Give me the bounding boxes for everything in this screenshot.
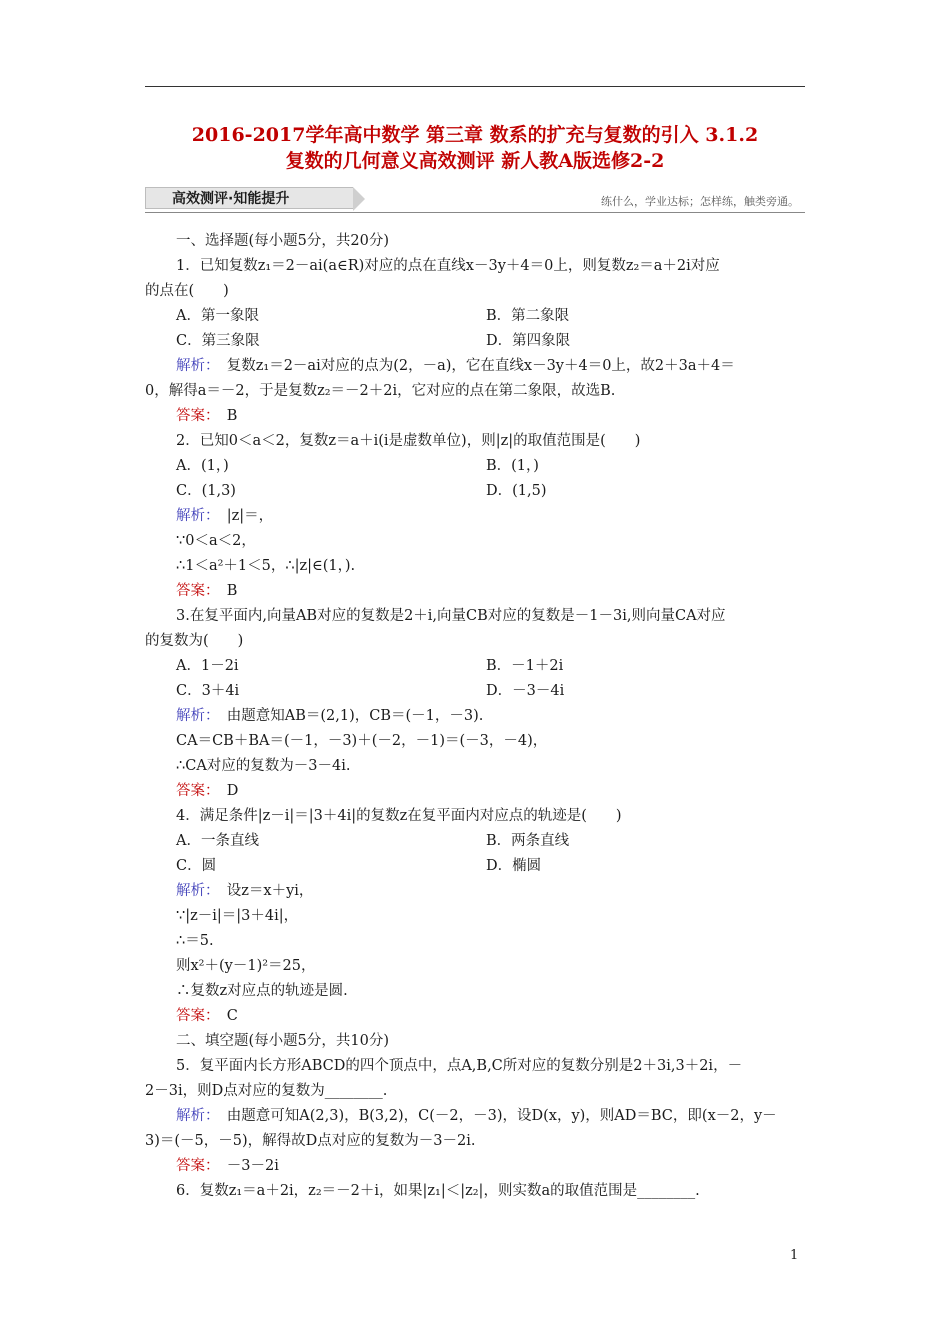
banner-rule (145, 212, 805, 213)
q3-option-a: A．1－2i (176, 658, 239, 674)
analysis-label: 解析： (176, 508, 213, 524)
q4-option-a: A．一条直线 (176, 833, 259, 849)
q2-stem: 2．已知0＜a＜2，复数z＝a＋i(i是虚数单位)，则|z|的取值范围是( ) (176, 433, 641, 449)
analysis-label: 解析： (176, 1108, 213, 1124)
q1-option-d: D．第四象限 (486, 333, 571, 349)
analysis-label: 解析： (176, 358, 213, 374)
page-number: 1 (790, 1248, 799, 1263)
q4-analysis-2: ∵|z－i|＝|3＋4i|， (176, 908, 299, 924)
q3-answer (176, 781, 846, 801)
q5-analysis-1: 由题意可知A(2,3)，B(3,2)，C(－2，－3)，设D(x，y)，则AD＝BC，即(x－2，y－ (226, 1108, 777, 1124)
title-line-1: 2016-2017学年高中数学 第三章 数系的扩充与复数的引入 3.1.2 (191, 124, 759, 146)
q2-answer-value: B (226, 583, 238, 599)
q4-stem: 4．满足条件|z－i|＝|3＋4i|的复数z在复平面内对应点的轨迹是( ) (176, 808, 622, 824)
q5-stem-1: 5．复平面内长方形ABCD的四个顶点中，点A,B,C所对应的复数分别是2＋3i,3＋2i，－ (176, 1058, 743, 1074)
banner-arrow-icon (353, 187, 365, 211)
answer-label: 答案： (176, 1158, 213, 1174)
answer-label: 答案： (176, 408, 213, 424)
q4-option-d: D．椭圆 (486, 858, 542, 874)
q2-option-a: A．(1，) (176, 458, 229, 474)
document-title (140, 122, 810, 174)
q2-analysis-3: ∴1＜a²＋1＜5，∴|z|∈(1，). (176, 558, 356, 574)
q4-option-b: B．两条直线 (486, 833, 570, 849)
section-heading: 一、选择题(每小题5分，共20分) (176, 233, 389, 249)
banner-motto: 练什么，学业达标；怎样练，触类旁通。 (601, 195, 799, 208)
q4-analysis-3: ∴＝5. (176, 933, 214, 949)
analysis-label: 解析： (176, 883, 213, 899)
q3-analysis-3: ∴CA对应的复数为－3－4i. (176, 758, 351, 774)
q3-option-c: C．3＋4i (176, 683, 240, 699)
answer-label: 答案： (176, 1008, 213, 1024)
q2-analysis-1: |z|＝， (226, 508, 274, 524)
q1-analysis-2: 0，解得a＝－2，于是复数z₂＝－2＋2i，它对应的点在第二象限，故选B. (145, 383, 616, 399)
q2-option-c: C．(1,3) (176, 483, 236, 499)
section-banner (145, 184, 805, 214)
q5-analysis (176, 1106, 846, 1126)
q4-analysis-5: ∴复数z对应点的轨迹是圆. (176, 983, 348, 999)
q3-option-b: B．－1＋2i (486, 658, 564, 674)
q3-stem-2: 的复数为( ) (145, 633, 244, 649)
q1-stem-1: 1．已知复数z₁＝2－ai(a∈R)对应的点在直线x－3y＋4＝0上，则复数z₂＝a＋2i对应 (176, 258, 720, 274)
q4-answer (176, 1006, 846, 1026)
q1-analysis (176, 356, 846, 376)
q2-option-b: B．(1，) (486, 458, 539, 474)
q1-option-c: C．第三象限 (176, 333, 260, 349)
q1-option-b: B．第二象限 (486, 308, 570, 324)
banner-label: 高效测评·知能提升 (145, 187, 353, 209)
q4-analysis (176, 881, 846, 901)
q4-analysis-1: 设z＝x＋yi， (226, 883, 314, 899)
q3-analysis-1: 由题意知AB＝(2,1)，CB＝(－1，－3). (226, 708, 484, 724)
q1-option-a: A．第一象限 (176, 308, 259, 324)
q5-answer-value: －3－2i (226, 1158, 279, 1174)
q5-analysis-2: 3)＝(－5，－5)，解得故D点对应的复数为－3－2i. (145, 1133, 476, 1149)
q5-answer (176, 1156, 846, 1176)
q4-answer-value: C (226, 1008, 238, 1024)
section-heading: 二、填空题(每小题5分，共10分) (176, 1033, 389, 1049)
q3-analysis (176, 706, 846, 726)
title-line-2: 复数的几何意义高效测评 新人教A版选修2-2 (285, 150, 665, 172)
q2-answer (176, 581, 846, 601)
q2-analysis-2: ∵0＜a＜2， (176, 533, 256, 549)
answer-label: 答案： (176, 783, 213, 799)
q4-option-c: C．圆 (176, 858, 217, 874)
q1-analysis-1: 复数z₁＝2－ai对应的点为(2，－a)，它在直线x－3y＋4＝0上，故2＋3a＋4＝ (226, 358, 735, 374)
q1-answer (176, 406, 846, 426)
q2-analysis (176, 506, 846, 526)
q3-option-d: D．－3－4i (486, 683, 565, 699)
q5-stem-2: 2－3i，则D点对应的复数为________. (145, 1083, 388, 1099)
q2-option-d: D．(1,5) (486, 483, 547, 499)
q1-stem-2: 的点在( ) (145, 283, 229, 299)
q3-analysis-2: CA＝CB＋BA＝(－1，－3)＋(－2，－1)＝(－3，－4)， (176, 733, 548, 749)
q3-stem-1: 3.在复平面内,向量AB对应的复数是2＋i,向量CB对应的复数是－1－3i,则向量CA对应 (176, 608, 726, 624)
answer-label: 答案： (176, 583, 213, 599)
analysis-label: 解析： (176, 708, 213, 724)
q4-analysis-4: 则x²＋(y－1)²＝25， (176, 958, 316, 974)
q1-answer-value: B (226, 408, 238, 424)
q3-answer-value: D (226, 783, 239, 799)
q6-stem: 6．复数z₁＝a＋2i，z₂＝－2＋i，如果|z₁|＜|z₂|，则实数a的取值范围是________. (176, 1183, 700, 1199)
top-rule (145, 86, 805, 87)
